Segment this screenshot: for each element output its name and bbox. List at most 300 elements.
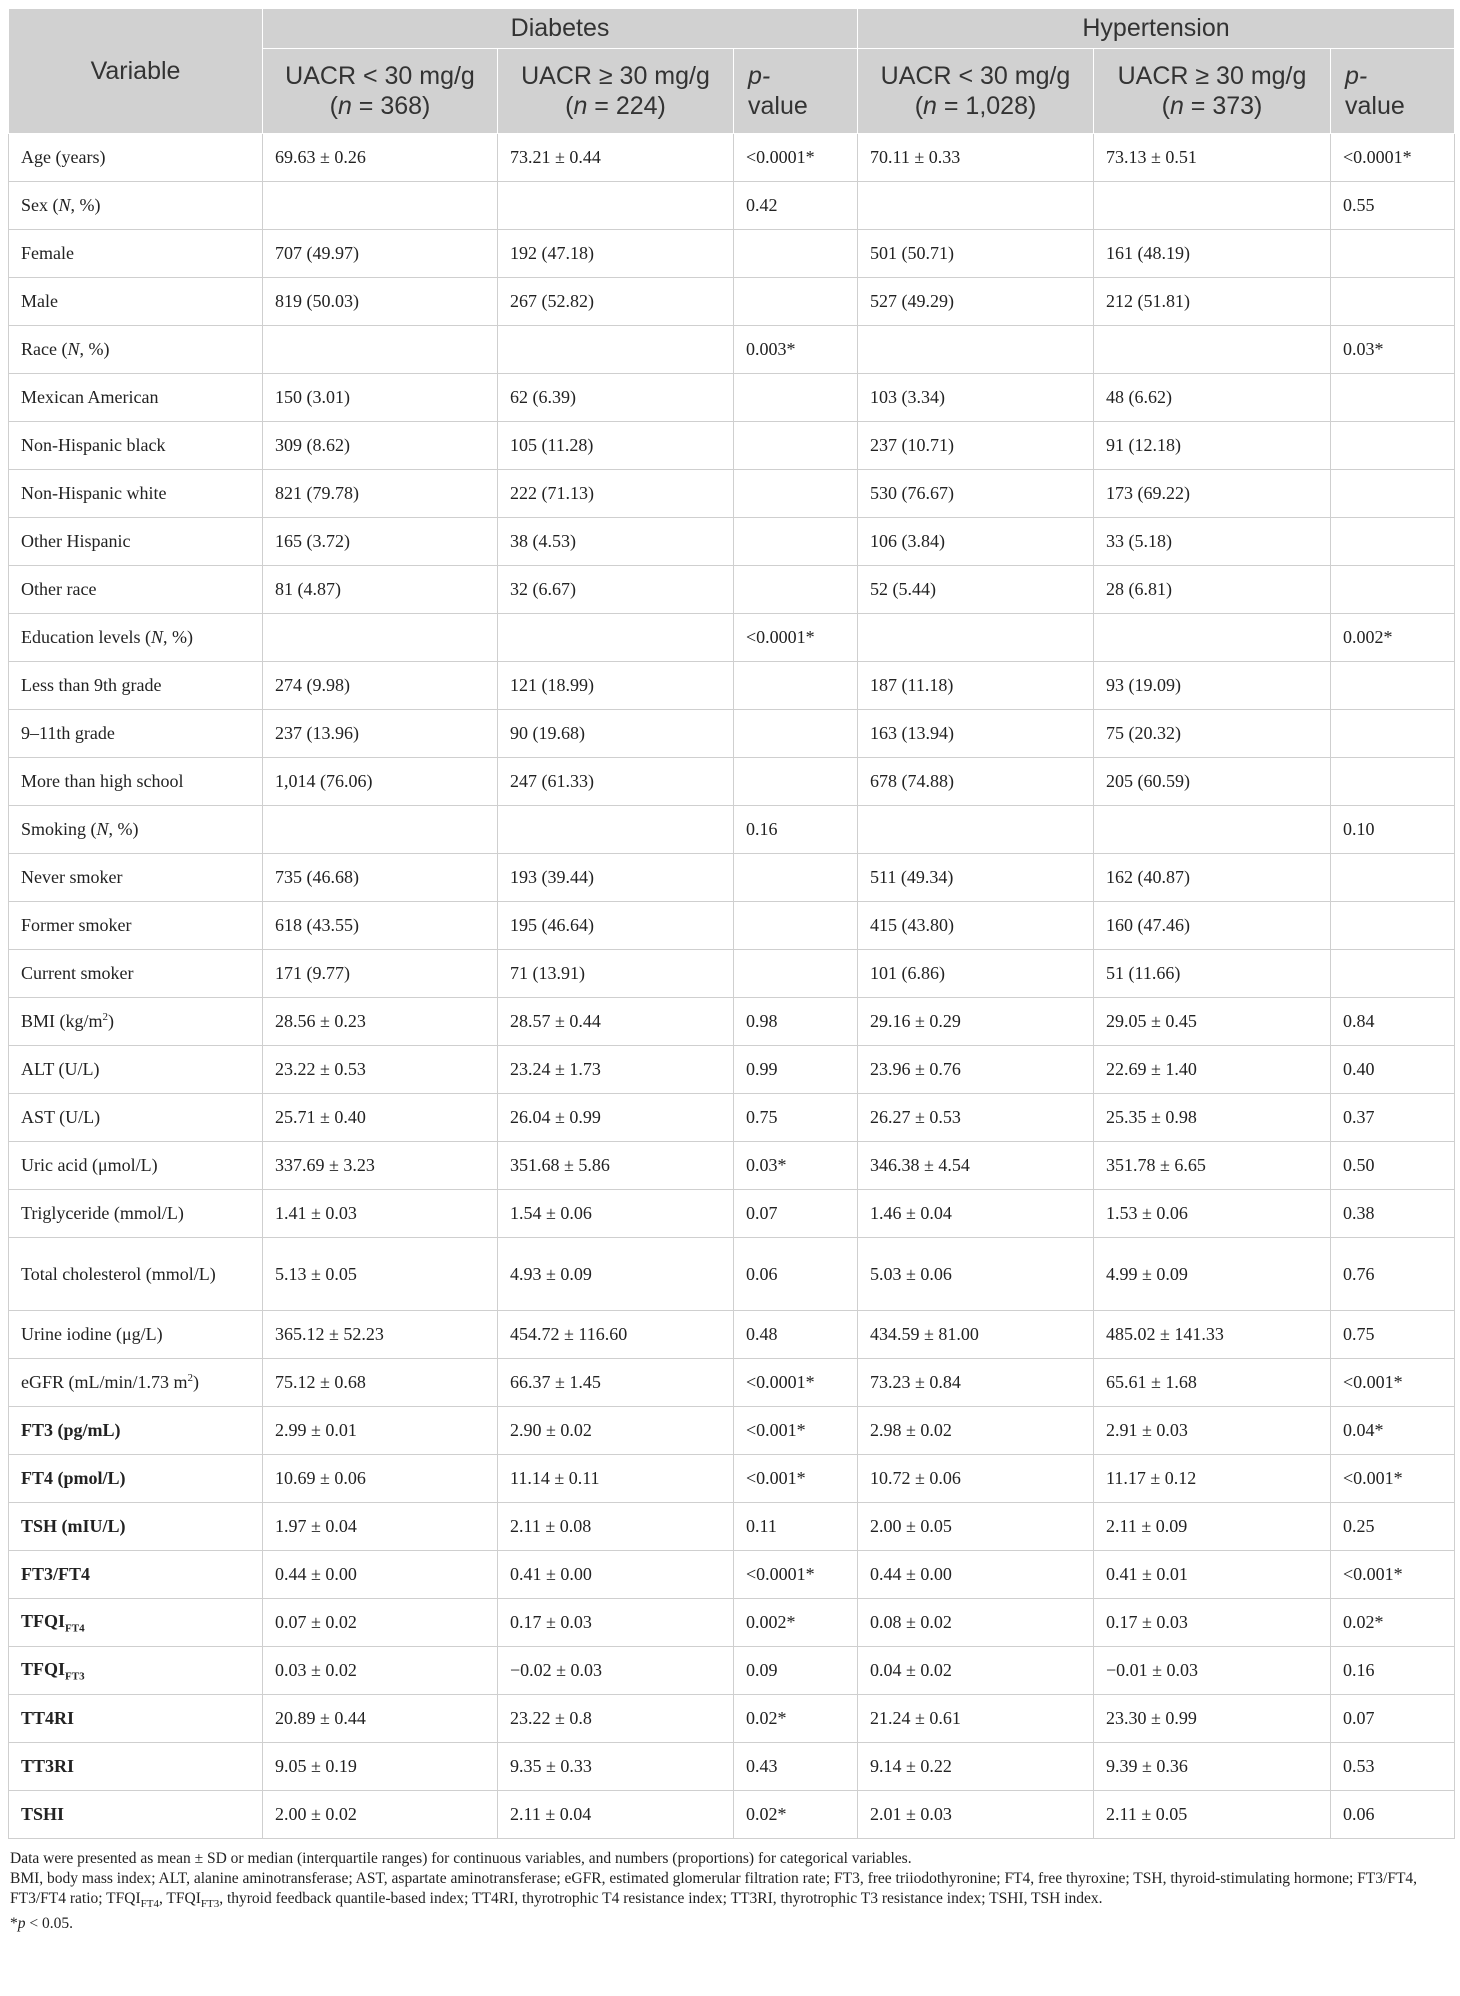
table-cell: 65.61 ± 1.68: [1094, 1359, 1331, 1407]
table-cell: 105 (11.28): [498, 422, 734, 470]
table-cell: 1.46 ± 0.04: [858, 1190, 1094, 1238]
table-cell: 26.27 ± 0.53: [858, 1094, 1094, 1142]
table-row: [9, 1455, 1455, 1503]
table-cell: 0.03*: [1331, 326, 1455, 374]
table-cell: 212 (51.81): [1094, 278, 1331, 326]
table-row: [9, 518, 1455, 566]
table-cell: 73.13 ± 0.51: [1094, 134, 1331, 182]
table-cell: 0.02*: [734, 1791, 858, 1839]
table-cell: <0.001*: [1331, 1359, 1455, 1407]
table-cell: [734, 950, 858, 998]
table-row: [9, 1647, 1455, 1695]
header-subcol-line1: UACR ≥ 30 mg/g: [521, 61, 710, 90]
table-cell: 0.98: [734, 998, 858, 1046]
table-cell: 0.16: [734, 806, 858, 854]
row-label: Other Hispanic: [9, 518, 263, 566]
table-row: [9, 950, 1455, 998]
table-cell: 2.99 ± 0.01: [263, 1407, 498, 1455]
table-cell: 48 (6.62): [1094, 374, 1331, 422]
table-cell: 23.22 ± 0.8: [498, 1695, 734, 1743]
table-cell: <0.001*: [734, 1455, 858, 1503]
table-cell: 237 (13.96): [263, 710, 498, 758]
header-diabetes-uacr-low: UACR < 30 mg/g (n = 368): [263, 48, 498, 133]
table-cell: [1331, 902, 1455, 950]
row-label: Race (N, %): [9, 326, 263, 374]
row-label: Less than 9th grade: [9, 662, 263, 710]
table-cell: 9.39 ± 0.36: [1094, 1743, 1331, 1791]
table-row: [9, 374, 1455, 422]
table-cell: 267 (52.82): [498, 278, 734, 326]
table-cell: 0.38: [1331, 1190, 1455, 1238]
table-cell: 162 (40.87): [1094, 854, 1331, 902]
table-row: [9, 134, 1455, 182]
table-row: [9, 1046, 1455, 1094]
row-label: Uric acid (μmol/L): [9, 1142, 263, 1190]
table-cell: [263, 806, 498, 854]
row-label: Male: [9, 278, 263, 326]
table-cell: 2.11 ± 0.08: [498, 1503, 734, 1551]
header-hypertension-pvalue: p- value: [1331, 48, 1455, 133]
row-label: Smoking (N, %): [9, 806, 263, 854]
table-cell: 0.10: [1331, 806, 1455, 854]
row-label: Urine iodine (μg/L): [9, 1311, 263, 1359]
table-cell: 0.02*: [734, 1695, 858, 1743]
table-cell: [263, 326, 498, 374]
table-cell: 106 (3.84): [858, 518, 1094, 566]
table-cell: [1094, 182, 1331, 230]
table-container: [8, 8, 1454, 1934]
table-cell: 415 (43.80): [858, 902, 1094, 950]
row-label: Education levels (N, %): [9, 614, 263, 662]
table-row: [9, 710, 1455, 758]
table-cell: 121 (18.99): [498, 662, 734, 710]
table-cell: 21.24 ± 0.61: [858, 1695, 1094, 1743]
table-cell: 351.68 ± 5.86: [498, 1142, 734, 1190]
table-cell: 247 (61.33): [498, 758, 734, 806]
table-cell: [858, 806, 1094, 854]
table-cell: 0.41 ± 0.01: [1094, 1551, 1331, 1599]
table-cell: 0.06: [1331, 1791, 1455, 1839]
table-cell: 32 (6.67): [498, 566, 734, 614]
table-cell: 1.41 ± 0.03: [263, 1190, 498, 1238]
table-cell: 2.11 ± 0.05: [1094, 1791, 1331, 1839]
table-cell: 0.42: [734, 182, 858, 230]
table-cell: 2.91 ± 0.03: [1094, 1407, 1331, 1455]
table-cell: 5.03 ± 0.06: [858, 1238, 1094, 1311]
table-cell: 0.44 ± 0.00: [858, 1551, 1094, 1599]
table-cell: 4.93 ± 0.09: [498, 1238, 734, 1311]
table-cell: 69.63 ± 0.26: [263, 134, 498, 182]
table-cell: 75.12 ± 0.68: [263, 1359, 498, 1407]
table-cell: [734, 566, 858, 614]
table-cell: 0.43: [734, 1743, 858, 1791]
table-cell: −0.01 ± 0.03: [1094, 1647, 1331, 1695]
table-cell: 0.08 ± 0.02: [858, 1599, 1094, 1647]
table-cell: 337.69 ± 3.23: [263, 1142, 498, 1190]
table-cell: 23.22 ± 0.53: [263, 1046, 498, 1094]
row-label: FT4 (pmol/L): [9, 1455, 263, 1503]
row-label: Total cholesterol (mmol/L): [9, 1238, 263, 1311]
table-cell: <0.0001*: [734, 614, 858, 662]
table-row: [9, 662, 1455, 710]
table-cell: 0.17 ± 0.03: [498, 1599, 734, 1647]
table-cell: 0.06: [734, 1238, 858, 1311]
table-cell: 2.90 ± 0.02: [498, 1407, 734, 1455]
row-label: Female: [9, 230, 263, 278]
table-cell: 66.37 ± 1.45: [498, 1359, 734, 1407]
table-cell: [1331, 854, 1455, 902]
table-cell: 346.38 ± 4.54: [858, 1142, 1094, 1190]
table-cell: <0.001*: [1331, 1455, 1455, 1503]
header-subcol-line1: UACR ≥ 30 mg/g: [1117, 61, 1307, 90]
table-cell: 161 (48.19): [1094, 230, 1331, 278]
table-cell: [1331, 662, 1455, 710]
table-row: [9, 1094, 1455, 1142]
table-cell: 0.76: [1331, 1238, 1455, 1311]
table-cell: 819 (50.03): [263, 278, 498, 326]
table-cell: 351.78 ± 6.65: [1094, 1142, 1331, 1190]
row-label: eGFR (mL/min/1.73 $m^2$): [9, 1359, 263, 1407]
table-cell: 91 (12.18): [1094, 422, 1331, 470]
table-row: [9, 1503, 1455, 1551]
row-label: Triglyceride (mmol/L): [9, 1190, 263, 1238]
table-cell: 10.69 ± 0.06: [263, 1455, 498, 1503]
table-cell: [734, 422, 858, 470]
table-cell: 0.99: [734, 1046, 858, 1094]
table-cell: 51 (11.66): [1094, 950, 1331, 998]
table-cell: 0.04 ± 0.02: [858, 1647, 1094, 1695]
table-cell: 9.35 ± 0.33: [498, 1743, 734, 1791]
table-cell: 0.07: [1331, 1695, 1455, 1743]
table-row: [9, 1791, 1455, 1839]
table-row: [9, 614, 1455, 662]
table-cell: [734, 374, 858, 422]
table-row: [9, 1599, 1455, 1647]
table-cell: 193 (39.44): [498, 854, 734, 902]
table-cell: 165 (3.72): [263, 518, 498, 566]
table-cell: 23.96 ± 0.76: [858, 1046, 1094, 1094]
table-row: [9, 1238, 1455, 1311]
table-cell: [734, 230, 858, 278]
table-cell: [1331, 710, 1455, 758]
table-cell: 0.09: [734, 1647, 858, 1695]
table-cell: <0.0001*: [734, 134, 858, 182]
header-hypertension-uacr-high: UACR ≥ 30 mg/g (n = 373): [1094, 48, 1331, 133]
table-cell: 25.71 ± 0.40: [263, 1094, 498, 1142]
table-cell: 2.11 ± 0.04: [498, 1791, 734, 1839]
table-cell: 9.05 ± 0.19: [263, 1743, 498, 1791]
footnote-line1: Data were presented as mean ± SD or median (interquartile ranges) for continuous variables, and numbers (proportions) for categorical variables.: [10, 1850, 912, 1867]
row-label: Non-Hispanic black: [9, 422, 263, 470]
table-cell: 707 (49.97): [263, 230, 498, 278]
table-row: [9, 1359, 1455, 1407]
table-cell: 71 (13.91): [498, 950, 734, 998]
row-label: TT4RI: [9, 1695, 263, 1743]
table-cell: [1331, 758, 1455, 806]
table-cell: 171 (9.77): [263, 950, 498, 998]
table-cell: 2.11 ± 0.09: [1094, 1503, 1331, 1551]
table-cell: 160 (47.46): [1094, 902, 1331, 950]
table-cell: 237 (10.71): [858, 422, 1094, 470]
table-cell: 0.41 ± 0.00: [498, 1551, 734, 1599]
table-cell: 0.16: [1331, 1647, 1455, 1695]
table-cell: 222 (71.13): [498, 470, 734, 518]
footnote-line2: BMI, body mass index; ALT, alanine aminotransferase; AST, aspartate aminotransferase; eGFR, estimated glomerular filtration rate; FT3, free triiodothyronine; FT4, free thyroxine; TSH, thyroid-stimulating hormone; FT3/FT4, FT3/FT4 ratio; $TFQI_{FT4}$, $TFQI_{FT3}$, thyroid feedback quantile-based index; TT4RI, thyrotrophic T4 resistance index; TT3RI, thyrotrophic T3 resistance index; TSHI, TSH index.: [10, 1870, 1418, 1911]
table-cell: 0.07 ± 0.02: [263, 1599, 498, 1647]
row-label: Other race: [9, 566, 263, 614]
table-row: [9, 182, 1455, 230]
table-cell: 0.07: [734, 1190, 858, 1238]
table-cell: 1.53 ± 0.06: [1094, 1190, 1331, 1238]
table-cell: 0.48: [734, 1311, 858, 1359]
row-label: TSHI: [9, 1791, 263, 1839]
row-label: ALT (U/L): [9, 1046, 263, 1094]
row-label: Non-Hispanic white: [9, 470, 263, 518]
table-row: [9, 854, 1455, 902]
table-footnotes: [8, 1849, 1450, 1934]
table-cell: 0.53: [1331, 1743, 1455, 1791]
table-cell: [1094, 614, 1331, 662]
header-hypertension-uacr-low: UACR < 30 mg/g (n = 1,028): [858, 48, 1094, 133]
table-cell: 2.98 ± 0.02: [858, 1407, 1094, 1455]
table-cell: 23.24 ± 1.73: [498, 1046, 734, 1094]
header-subcol-line1: UACR < 30 mg/g: [285, 61, 475, 90]
row-label: FT3 (pg/mL): [9, 1407, 263, 1455]
table-row: [9, 806, 1455, 854]
table-row: [9, 1190, 1455, 1238]
table-cell: 195 (46.64): [498, 902, 734, 950]
table-cell: 0.44 ± 0.00: [263, 1551, 498, 1599]
row-label: AST (U/L): [9, 1094, 263, 1142]
table-row: [9, 1407, 1455, 1455]
table-cell: 5.13 ± 0.05: [263, 1238, 498, 1311]
table-cell: 29.05 ± 0.45: [1094, 998, 1331, 1046]
table-cell: 0.11: [734, 1503, 858, 1551]
table-cell: 101 (6.86): [858, 950, 1094, 998]
table-cell: [498, 182, 734, 230]
row-label: TT3RI: [9, 1743, 263, 1791]
row-label: $TFQI_{FT3}$: [9, 1647, 263, 1695]
table-row: [9, 998, 1455, 1046]
table-cell: 90 (19.68): [498, 710, 734, 758]
row-label: BMI $(kg/m^2)$: [9, 998, 263, 1046]
table-cell: [734, 758, 858, 806]
table-cell: [734, 662, 858, 710]
table-cell: <0.001*: [1331, 1551, 1455, 1599]
characteristics-table: [8, 8, 1455, 1839]
table-cell: 274 (9.98): [263, 662, 498, 710]
table-row: [9, 902, 1455, 950]
row-label: 9–11th grade: [9, 710, 263, 758]
table-cell: 0.04*: [1331, 1407, 1455, 1455]
table-cell: 0.25: [1331, 1503, 1455, 1551]
table-cell: [263, 614, 498, 662]
header-group-hypertension: Hypertension: [858, 9, 1455, 49]
table-cell: 28 (6.81): [1094, 566, 1331, 614]
table-cell: 434.59 ± 81.00: [858, 1311, 1094, 1359]
row-label: Mexican American: [9, 374, 263, 422]
table-cell: 618 (43.55): [263, 902, 498, 950]
row-label: Never smoker: [9, 854, 263, 902]
table-cell: <0.0001*: [734, 1359, 858, 1407]
row-label: Former smoker: [9, 902, 263, 950]
table-cell: [263, 182, 498, 230]
table-cell: [498, 326, 734, 374]
table-cell: 1.54 ± 0.06: [498, 1190, 734, 1238]
table-cell: [734, 902, 858, 950]
table-cell: 0.03*: [734, 1142, 858, 1190]
table-cell: 10.72 ± 0.06: [858, 1455, 1094, 1503]
table-cell: [498, 806, 734, 854]
table-cell: 150 (3.01): [263, 374, 498, 422]
table-cell: 52 (5.44): [858, 566, 1094, 614]
table-cell: 2.00 ± 0.02: [263, 1791, 498, 1839]
table-cell: 0.03 ± 0.02: [263, 1647, 498, 1695]
table-header: [9, 9, 1455, 134]
table-cell: 821 (79.78): [263, 470, 498, 518]
table-row: [9, 422, 1455, 470]
table-cell: 735 (46.68): [263, 854, 498, 902]
row-label: More than high school: [9, 758, 263, 806]
table-cell: 173 (69.22): [1094, 470, 1331, 518]
table-cell: 365.12 ± 52.23: [263, 1311, 498, 1359]
table-cell: 0.75: [1331, 1311, 1455, 1359]
table-cell: 20.89 ± 0.44: [263, 1695, 498, 1743]
table-cell: 73.21 ± 0.44: [498, 134, 734, 182]
table-cell: 530 (76.67): [858, 470, 1094, 518]
table-cell: [1331, 950, 1455, 998]
table-cell: 1.97 ± 0.04: [263, 1503, 498, 1551]
table-row: [9, 326, 1455, 374]
table-row: [9, 758, 1455, 806]
table-cell: [858, 182, 1094, 230]
table-row: [9, 1695, 1455, 1743]
table-cell: 2.00 ± 0.05: [858, 1503, 1094, 1551]
row-label: FT3/FT4: [9, 1551, 263, 1599]
table-row: [9, 470, 1455, 518]
table-cell: 2.01 ± 0.03: [858, 1791, 1094, 1839]
table-cell: [1331, 230, 1455, 278]
table-cell: <0.0001*: [1331, 134, 1455, 182]
table-cell: 0.003*: [734, 326, 858, 374]
table-cell: [858, 614, 1094, 662]
table-cell: 0.40: [1331, 1046, 1455, 1094]
table-cell: 501 (50.71): [858, 230, 1094, 278]
table-cell: [734, 278, 858, 326]
table-cell: 1,014 (76.06): [263, 758, 498, 806]
header-diabetes-uacr-high: UACR ≥ 30 mg/g (n = 224): [498, 48, 734, 133]
table-cell: 11.17 ± 0.12: [1094, 1455, 1331, 1503]
header-group-diabetes: Diabetes: [263, 9, 858, 49]
table-cell: 454.72 ± 116.60: [498, 1311, 734, 1359]
table-cell: [1331, 278, 1455, 326]
table-cell: [734, 710, 858, 758]
table-cell: [1094, 326, 1331, 374]
table-cell: [1331, 566, 1455, 614]
table-cell: 205 (60.59): [1094, 758, 1331, 806]
table-body: [9, 134, 1455, 1839]
table-row: [9, 1142, 1455, 1190]
table-cell: 511 (49.34): [858, 854, 1094, 902]
table-cell: 4.99 ± 0.09: [1094, 1238, 1331, 1311]
table-cell: 163 (13.94): [858, 710, 1094, 758]
table-cell: [498, 614, 734, 662]
row-label: TSH (mIU/L): [9, 1503, 263, 1551]
table-cell: [1331, 422, 1455, 470]
table-cell: 0.002*: [734, 1599, 858, 1647]
table-cell: 25.35 ± 0.98: [1094, 1094, 1331, 1142]
header-variable: Variable: [9, 9, 263, 134]
table-cell: 11.14 ± 0.11: [498, 1455, 734, 1503]
table-cell: 28.56 ± 0.23: [263, 998, 498, 1046]
table-cell: 9.14 ± 0.22: [858, 1743, 1094, 1791]
table-cell: 0.02*: [1331, 1599, 1455, 1647]
table-cell: 28.57 ± 0.44: [498, 998, 734, 1046]
table-cell: 0.84: [1331, 998, 1455, 1046]
table-cell: −0.02 ± 0.03: [498, 1647, 734, 1695]
table-cell: 678 (74.88): [858, 758, 1094, 806]
row-label: Age (years): [9, 134, 263, 182]
table-cell: 527 (49.29): [858, 278, 1094, 326]
table-cell: 0.55: [1331, 182, 1455, 230]
table-row: [9, 1743, 1455, 1791]
table-cell: [734, 854, 858, 902]
table-cell: [1331, 470, 1455, 518]
table-cell: 187 (11.18): [858, 662, 1094, 710]
table-cell: 23.30 ± 0.99: [1094, 1695, 1331, 1743]
table-cell: 81 (4.87): [263, 566, 498, 614]
table-row: [9, 1551, 1455, 1599]
table-cell: [858, 326, 1094, 374]
table-cell: 0.002*: [1331, 614, 1455, 662]
table-cell: 29.16 ± 0.29: [858, 998, 1094, 1046]
table-row: [9, 278, 1455, 326]
table-row: [9, 1311, 1455, 1359]
table-cell: <0.0001*: [734, 1551, 858, 1599]
table-cell: 0.37: [1331, 1094, 1455, 1142]
table-cell: 75 (20.32): [1094, 710, 1331, 758]
table-cell: [734, 470, 858, 518]
table-cell: 485.02 ± 141.33: [1094, 1311, 1331, 1359]
row-label: Sex (N, %): [9, 182, 263, 230]
table-cell: 62 (6.39): [498, 374, 734, 422]
row-label: $TFQI_{FT4}$: [9, 1599, 263, 1647]
table-row: [9, 230, 1455, 278]
table-cell: 0.50: [1331, 1142, 1455, 1190]
table-cell: 93 (19.09): [1094, 662, 1331, 710]
table-cell: [1094, 806, 1331, 854]
table-cell: 22.69 ± 1.40: [1094, 1046, 1331, 1094]
header-diabetes-pvalue: p- value: [734, 48, 858, 133]
table-cell: 26.04 ± 0.99: [498, 1094, 734, 1142]
table-cell: 103 (3.34): [858, 374, 1094, 422]
footnote-line3: *p < 0.05.: [10, 1915, 73, 1933]
table-row: [9, 566, 1455, 614]
table-cell: <0.001*: [734, 1407, 858, 1455]
table-cell: [1331, 374, 1455, 422]
table-cell: 0.75: [734, 1094, 858, 1142]
table-cell: [734, 518, 858, 566]
header-subcol-line1: UACR < 30 mg/g: [880, 61, 1071, 90]
table-cell: [1331, 518, 1455, 566]
table-cell: 0.17 ± 0.03: [1094, 1599, 1331, 1647]
table-cell: 192 (47.18): [498, 230, 734, 278]
table-cell: 38 (4.53): [498, 518, 734, 566]
table-cell: 73.23 ± 0.84: [858, 1359, 1094, 1407]
row-label: Current smoker: [9, 950, 263, 998]
table-cell: 33 (5.18): [1094, 518, 1331, 566]
table-cell: 309 (8.62): [263, 422, 498, 470]
